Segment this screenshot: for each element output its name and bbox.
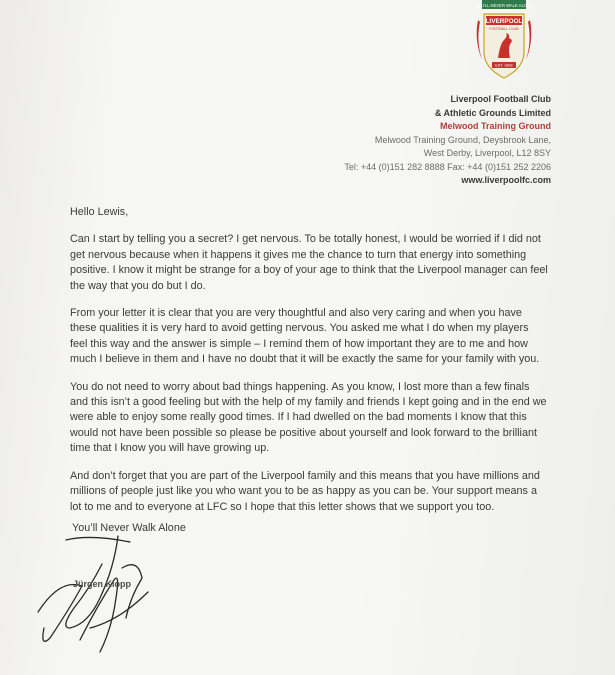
left-flame-icon	[477, 20, 482, 60]
crest-est-text: EST. 1892	[495, 63, 513, 68]
liverpool-crest-logo	[470, 0, 538, 84]
paragraph-1: Can I start by telling you a secret? I get nervous. To be totally honest, I would be worried if I did not get nervous because when it happens it gives me the chance to turn that energy into something positive. I know it might be strange for a boy of your age to think that the Liverpool manager can feel the way that you do but I do.	[70, 233, 548, 292]
letterhead	[291, 93, 551, 188]
phone-fax: Tel: +44 (0)151 282 8888 Fax: +44 (0)151 252 2206	[344, 161, 551, 172]
right-flame-icon	[526, 20, 531, 60]
crest-subname-text: FOOTBALL CLUB	[489, 27, 519, 31]
crest-name-text: LIVERPOOL	[485, 18, 523, 25]
greeting: Hello Lewis,	[70, 206, 129, 218]
org-name-line1: Liverpool Football Club	[450, 94, 551, 104]
signatory-name: Jürgen Klopp	[73, 579, 131, 589]
handwritten-signature	[30, 528, 160, 668]
website-link[interactable]: www.liverpoolfc.com	[461, 175, 551, 185]
site-name: Melwood Training Ground	[440, 121, 551, 131]
paragraph-4: And don’t forget that you are part of the Liverpool family and this means that you have millions and millions of people just like you who want you to be as happy as you can be. Your support means a lot to me and to everyone at LFC so I hope that this letter shows that we support you too.	[70, 469, 540, 513]
crest-banner-text: YOU'LL NEVER WALK ALONE	[475, 3, 533, 8]
paragraph-2: From your letter it is clear that you are very thoughtful and also very caring and when you have these qualities it is very hard to avoid getting nervous. You asked me what I do when my players feel this way and the answer is simple – I remind them of how important they are to me and how much I believe in them and I have no doubt that it will be exactly the same for your family with you.	[70, 307, 540, 366]
paragraph-3: You do not need to worry about bad things happening. As you know, I lost more than a few finals and this isn’t a good feeling but with the help of my family and friends I kept going and in the end we were able to enjoy some really good times. If I had dwelled on the bad moments I know that this would not have been possible so please be positive about yourself and look forward to the brilliant time that I know you will have growing up.	[70, 380, 547, 455]
org-name-line2: & Athletic Grounds Limited	[434, 107, 551, 118]
address-line1: Melwood Training Ground, Deysbrook Lane,	[374, 134, 551, 145]
address-line2: West Derby, Liverpool, L12 8SY	[423, 148, 551, 158]
letter-body	[70, 205, 548, 527]
closing-line: You’ll Never Walk Alone	[72, 522, 186, 534]
